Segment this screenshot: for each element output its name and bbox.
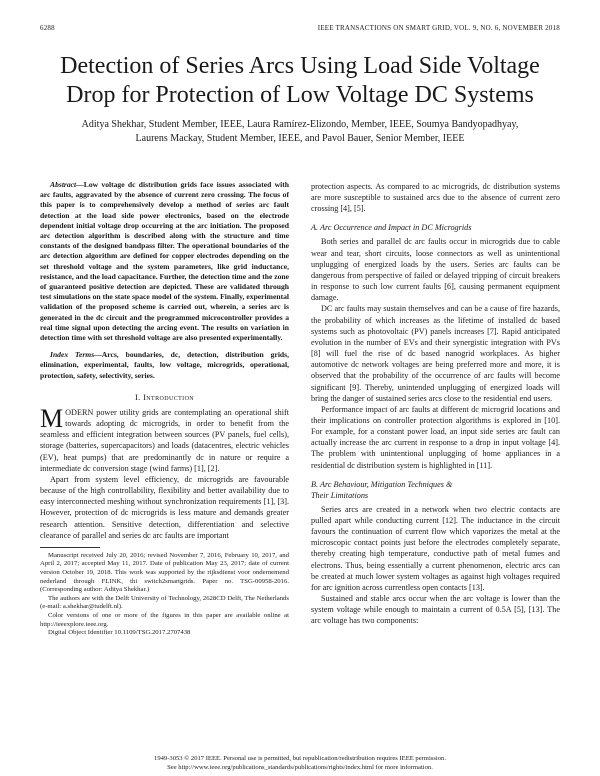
- section-heading-introduction: I. Introduction: [134, 392, 195, 402]
- index-terms: [40, 350, 289, 381]
- intro-paragraph-1: [40, 404, 289, 474]
- paper-title: Detection of Series Arcs Using Load Side Voltage Drop for Protection of Low Voltage DC Systems: [60, 53, 540, 108]
- left-column: [40, 180, 289, 638]
- footnote-rule: [40, 547, 100, 548]
- subsection-a-paragraph-1: Both series and parallel dc arc faults occur in microgrids due to cable wear and tear, short circuits, loose connectors as well as unintentional unplugging of energized loads by the users. Series arc faults can be dangerous from perspective of failed or delayed tripping of circuit breakers in response to such low current faults [6], causing permanent equipment damage.: [311, 237, 560, 303]
- right-column: [311, 181, 560, 626]
- subsection-heading-b-line-2: Their Limitations: [311, 490, 369, 500]
- intro-paragraph-2: Apart from system level efficiency, dc microgrids are favourable because of the high controllability, flexibility and better availability due to easy interconnected meshing without synchronization requirements [1], [3]. However, protection of dc microgrids is less mature and demands greater research attention. Sensitive detection, differentiation and selective clearance of parallel and series dc arc faults are important: [40, 474, 289, 540]
- intro-paragraph-1-text: ODERN power utility grids are contemplating an operational shift towards adopting dc microgrids, in order to benefit from the seamless and efficient integration between sources (PV panels, fuel cells), storage (batteries, supercapacitors) and loads (datacentres, electric vehicles (EV), heat pumps) that are predominantly dc in nature or require a intermediate dc conversion stage (wind farms) [1], [2].: [40, 408, 289, 473]
- page-number: 6288: [40, 24, 55, 32]
- subsection-a-paragraph-3: Performance impact of arc faults at different dc microgrid locations and their implications on controller protection algorithms is explored in [10]. For example, for a constant power load, an input side series arc fault can actually increase the arc current in response to a drop in input voltage [4]. The problem with unintentional unplugging of home appliances in a residential dc distribution system is highlighted in [11].: [311, 404, 560, 470]
- copyright-footer: [40, 754, 560, 772]
- author-list: [48, 118, 552, 146]
- footnote-manuscript: Manuscript received July 20, 2016; revised November 7, 2016, February 10, 2017, and April 2, 2017; accepted May 11, 2017. Date of publication May 23, 2017; date of current version October 19, 2018. This work was supported by the rijksdienst voor ondernemend nederland through FLINK, thi switch2smartgrids. Paper no. TSG-00958-2016. (Corresponding author: Aditya Shekhar.): [40, 551, 289, 594]
- footnote-color: Color versions of one or more of the figures in this paper are available online at http://ieeexplore.ieee.org.: [40, 612, 289, 628]
- subsection-b-paragraph-1: Series arcs are created in a network when two electric contacts are pulled apart while conducting current [12]. The inductance in the circuit favours the continuation of current flow which vaporizes the metal at the microscopic contact points just before the electrodes completely separate, thereby creating high temperature, conductive path of metal fumes and electrons. Thus, being essentially a current phenomenon, electric arcs can be created at much lower system voltages as against high voltages required for arc ignition across currentless open contacts [13].: [311, 504, 560, 592]
- abstract: [40, 180, 289, 343]
- copyright-line: 1949-3053 © 2017 IEEE. Personal use is permitted, but republication/redistribution requires IEEE permission.: [154, 755, 446, 762]
- index-terms-text: Arcs, boundaries, dc, detection, distribution grids, elimination, experimental, faults, low voltage, microgrids, operational, protection, safety, selectivity, series.: [40, 350, 290, 380]
- footnote-affiliation: The authors are with the Delft University of Technology, 2628CD Delft, The Netherlands (e-mail: a.shekhar@tudelft.nl).: [40, 594, 289, 611]
- index-terms-label: Index Terms—: [50, 350, 102, 360]
- journal-name: IEEE TRANSACTIONS ON SMART GRID, VOL. 9, NO. 6, NOVEMBER 2018: [317, 24, 560, 32]
- permissions-line: See http://www.ieee.org/publications_standards/publications/rights/index.html for more information.: [167, 764, 433, 771]
- subsection-b-paragraph-2: Sustained and stable arcs occur when the arc voltage is lower than the system voltage while enough to maintain a current of 0.5A [5], [13]. The arc voltage has two components:: [311, 594, 560, 626]
- subsection-heading-a: A. Arc Occurrence and Impact in DC Microgrids: [311, 223, 472, 233]
- abstract-text: Low voltage dc distribution grids face issues associated with arc faults, aggravated by the absence of current zero crossing. The focus of this paper is to comprehensively develop a method of series arc fault detection at the load side power electronics, based on the electrode dependent initial voltage drop occurring at the arc initiation. The proposed arc detection algorithm is described along with the structure and time constants of the designed bandpass filter. The operational boundaries of the arc detection algorithm are defined for copper electrodes depending on the set threshold voltage and the system parameters, like grid inductance, resistance, and the load capacitance. Further, the detection time and the zone of guaranteed positive detection are depicted. These are validated through test simulations on the state space model of the system. Finally, experimental validation of the proposed scheme is carried out, wherein, a series arc is generated in the dc circuit and the programmed microcontroller provides a real time signal upon detecting the arcing event. The results on variation in detection time with set threshold voltage are also presented experimentally.: [40, 180, 289, 343]
- right-paragraph-continued: protection aspects. As compared to ac microgrids, dc distribution systems are more susceptible to sustained arcs due to the absence of current zero crossing [4], [5].: [311, 182, 560, 214]
- drop-cap: M: [40, 404, 64, 434]
- subsection-heading-b: [311, 479, 560, 501]
- subsection-heading-b-line-1: B. Arc Behaviour, Mitigation Techniques &: [311, 479, 453, 489]
- author-line-2: Laurens Mackay, Student Member, IEEE, and Pavol Bauer, Senior Member, IEEE: [135, 133, 465, 144]
- running-header: [40, 24, 560, 36]
- footnote: [40, 547, 289, 638]
- footnote-doi: Digital Object Identifier 10.1109/TSG.2017.2707438: [48, 629, 191, 637]
- subsection-a-paragraph-2: DC arc faults may sustain themselves and can be a cause of fire hazards, the probability of which increases as the lifetime of installed dc based systems such as photovoltaic (PV) panels increases [7]. Rapid anticipated evolution in the number of EVs and their synergistic integration with PVs [8] will fuel the rise of dc based nanogrid workplaces. As higher automotive dc network voltages are being preferred more and more, it is observed that the probability of the occurrence of arc faults will become significant [9]. Thereby, unintended unplugging of energized loads will bring the danger of sustained series arcs close to the residential end users.: [311, 304, 560, 403]
- author-line-1: Aditya Shekhar, Student Member, IEEE, Laura Ramírez-Elizondo, Member, IEEE, Soumya Bandyopadhyay,: [81, 119, 519, 130]
- abstract-label: Abstract—: [50, 180, 84, 189]
